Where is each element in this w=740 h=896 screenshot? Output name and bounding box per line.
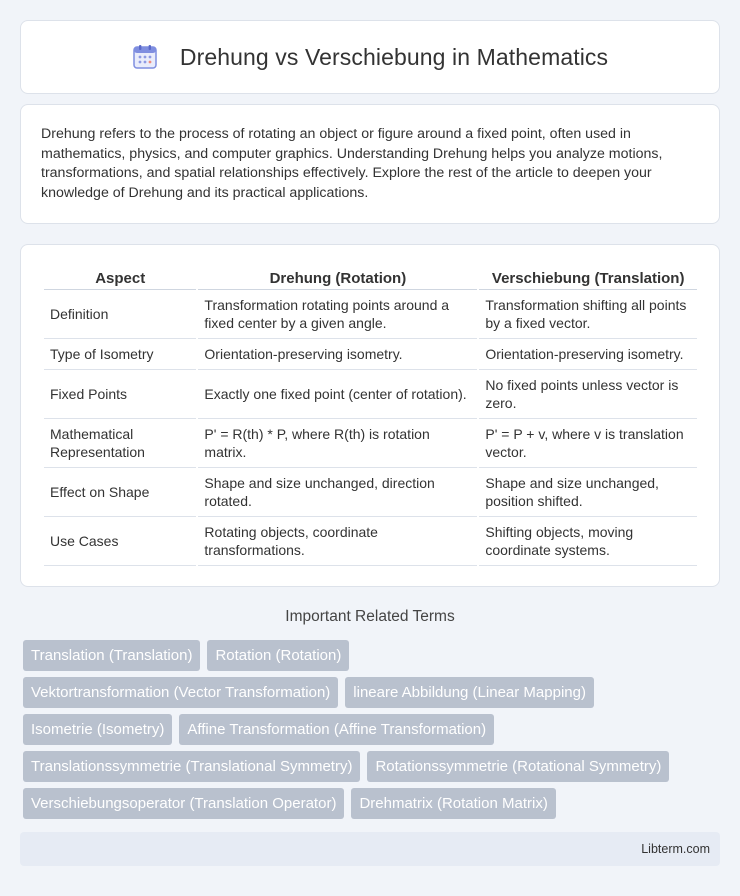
tag-translationssymmetrie[interactable]: Translationssymmetrie (Translational Symmetry) [23,751,360,782]
table-row [44,290,697,339]
tag-rotation[interactable]: Rotation (Rotation) [207,640,349,671]
row-verschiebung: No fixed points unless vector is zero. [479,370,697,419]
row-verschiebung: Shifting objects, moving coordinate systems. [479,517,697,566]
table-row [44,339,697,370]
row-drehung: Transformation rotating points around a fixed center by a given angle. [198,290,477,339]
row-aspect: Fixed Points [44,370,196,419]
comparison-table [42,265,699,566]
table-row [44,419,697,468]
tag-affine-transformation[interactable]: Affine Transformation (Affine Transformation) [179,714,494,745]
intro-text: Drehung refers to the process of rotating an object or figure around a fixed point, often used in mathematics, physics, and computer graphics. Understanding Drehung helps you analyze motions, transformations, and spatial relationships effectively. Explore the rest of the article to deepen your knowledge of Drehung and its practical applications. [41,126,663,201]
row-aspect: Use Cases [44,517,196,566]
row-aspect: Mathematical Representation [44,419,196,468]
column-header-verschiebung: Verschiebung (Translation) [479,265,697,290]
table-row [44,468,697,517]
tag-lineare-abbildung[interactable]: lineare Abbildung (Linear Mapping) [345,677,594,708]
row-drehung: Shape and size unchanged, direction rotated. [198,468,477,517]
related-terms-title: Important Related Terms [285,608,455,625]
row-drehung: Exactly one fixed point (center of rotation). [198,370,477,419]
footer-site-link[interactable]: Libterm.com [641,842,710,856]
column-header-drehung: Drehung (Rotation) [198,265,477,290]
calendar-icon [132,44,158,70]
row-drehung: Orientation-preserving isometry. [198,339,477,370]
tag-drehmatrix[interactable]: Drehmatrix (Rotation Matrix) [351,788,555,819]
tag-rotationssymmetrie[interactable]: Rotationssymmetrie (Rotational Symmetry) [367,751,669,782]
row-aspect: Type of Isometry [44,339,196,370]
row-verschiebung: Transformation shifting all points by a fixed vector. [479,290,697,339]
table-row [44,370,697,419]
related-terms-list [23,640,723,825]
table-row [44,517,697,566]
column-header-aspect: Aspect [44,265,196,290]
row-verschiebung: Orientation-preserving isometry. [479,339,697,370]
row-aspect: Definition [44,290,196,339]
tag-isometrie[interactable]: Isometrie (Isometry) [23,714,172,745]
tag-verschiebungsoperator[interactable]: Verschiebungsoperator (Translation Operator) [23,788,344,819]
row-drehung: Rotating objects, coordinate transformations. [198,517,477,566]
comparison-card [20,244,720,587]
page-title: Drehung vs Verschiebung in Mathematics [179,43,609,70]
row-verschiebung: P' = P + v, where v is translation vector. [479,419,697,468]
header-card [20,20,720,94]
row-verschiebung: Shape and size unchanged, position shifted. [479,468,697,517]
tag-translation[interactable]: Translation (Translation) [23,640,200,671]
tag-vektortransformation[interactable]: Vektortransformation (Vector Transformation) [23,677,338,708]
footer [20,832,720,866]
row-aspect: Effect on Shape [44,468,196,517]
row-drehung: P' = R(th) * P, where R(th) is rotation matrix. [198,419,477,468]
intro-card [20,104,720,224]
